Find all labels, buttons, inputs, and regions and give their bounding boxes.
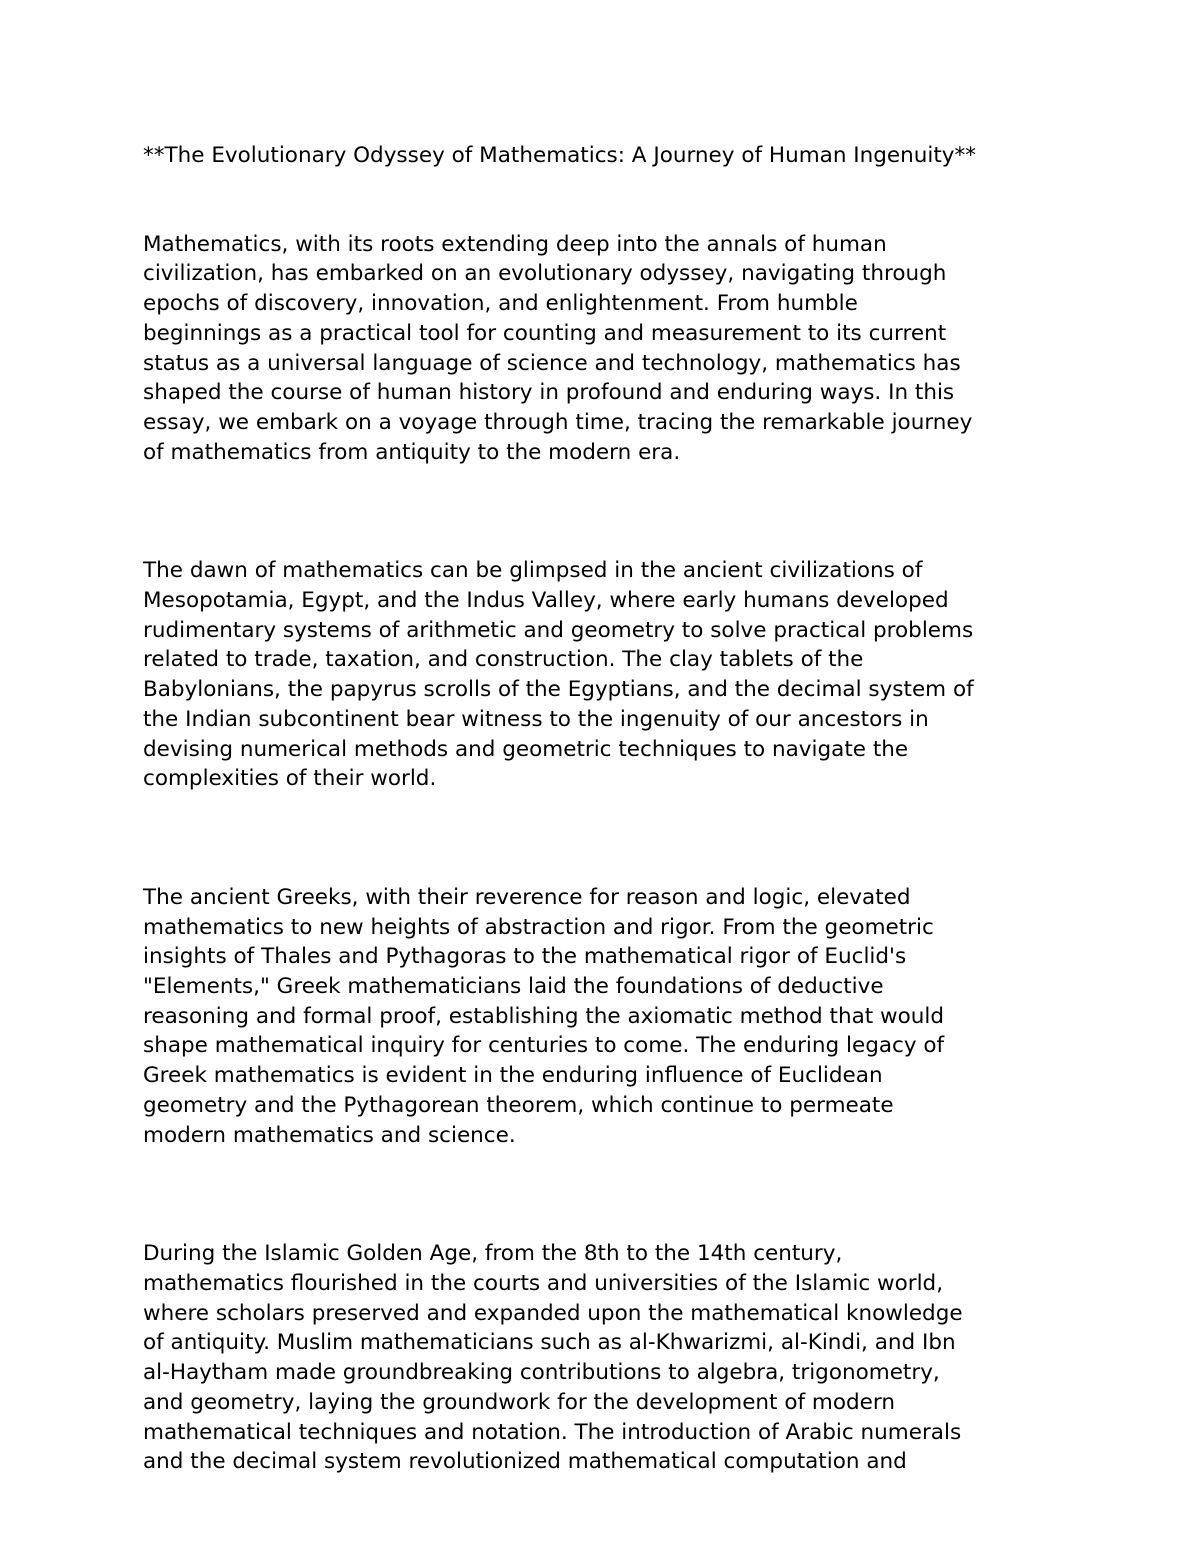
paragraph-line: Babylonians, the papyrus scrolls of the Egyptians, and the decimal system of xyxy=(143,677,974,703)
paragraph-line: mathematics flourished in the courts and universities of the Islamic world, xyxy=(143,1270,944,1296)
paragraph-line: reasoning and formal proof, establishing the axiomatic method that would xyxy=(143,1003,944,1029)
paragraph xyxy=(143,230,1073,468)
paragraph-line: rudimentary systems of arithmetic and geometry to solve practical problems xyxy=(143,617,974,643)
paragraph-line: shape mathematical inquiry for centuries to come. The enduring legacy of xyxy=(143,1033,945,1059)
paragraph-line: shaped the course of human history in profound and enduring ways. In this xyxy=(143,380,955,406)
paragraph-line: "Elements," Greek mathematicians laid the foundations of deductive xyxy=(143,974,884,1000)
paragraph-line: Greek mathematics is evident in the enduring influence of Euclidean xyxy=(143,1063,883,1089)
paragraph-line: devising numerical methods and geometric techniques to navigate the xyxy=(143,736,909,762)
document-body xyxy=(143,141,1073,1566)
paragraph-line: civilization, has embarked on an evolutionary odyssey, navigating through xyxy=(143,261,947,287)
paragraph-line: the Indian subcontinent bear witness to the ingenuity of our ancestors in xyxy=(143,706,929,732)
paragraph xyxy=(143,1239,1073,1477)
paragraph-line: During the Islamic Golden Age, from the 8th to the 14th century, xyxy=(143,1241,843,1267)
paragraph-line: and geometry, laying the groundwork for the development of modern xyxy=(143,1389,895,1415)
paragraph-list xyxy=(143,230,1073,1477)
paragraph-line: epochs of discovery, innovation, and enlightenment. From humble xyxy=(143,291,858,317)
paragraph xyxy=(143,883,1073,1150)
paragraph-line: where scholars preserved and expanded upon the mathematical knowledge xyxy=(143,1300,963,1326)
paragraph-line: mathematics to new heights of abstraction and rigor. From the geometric xyxy=(143,914,934,940)
paragraph xyxy=(143,556,1073,794)
paragraph-line: mathematical techniques and notation. The introduction of Arabic numerals xyxy=(143,1419,962,1445)
document-title: **The Evolutionary Odyssey of Mathematics: A Journey of Human Ingenuity** xyxy=(143,143,976,168)
paragraph-line: Mathematics, with its roots extending deep into the annals of human xyxy=(143,231,887,257)
paragraph-line: related to trade, taxation, and construction. The clay tablets of the xyxy=(143,647,864,673)
paragraph-line: essay, we embark on a voyage through time, tracing the remarkable journey xyxy=(143,409,973,435)
paragraph-line: insights of Thales and Pythagoras to the mathematical rigor of Euclid's xyxy=(143,944,907,970)
paragraph-line: status as a universal language of science and technology, mathematics has xyxy=(143,350,961,376)
paragraph-line: beginnings as a practical tool for counting and measurement to its current xyxy=(143,320,947,346)
paragraph-line: Mesopotamia, Egypt, and the Indus Valley, where early humans developed xyxy=(143,588,949,614)
paragraph-line: The ancient Greeks, with their reverence for reason and logic, elevated xyxy=(143,884,911,910)
paragraph-line: geometry and the Pythagorean theorem, which continue to permeate xyxy=(143,1092,894,1118)
paragraph-line: modern mathematics and science. xyxy=(143,1122,516,1148)
paragraph-line: complexities of their world. xyxy=(143,766,437,792)
paragraph-line: and the decimal system revolutionized mathematical computation and xyxy=(143,1449,907,1475)
paragraph-line: The dawn of mathematics can be glimpsed in the ancient civilizations of xyxy=(143,558,923,584)
paragraph-line: of mathematics from antiquity to the modern era. xyxy=(143,439,681,465)
paragraph-line: of antiquity. Muslim mathematicians such as al-Khwarizmi, al-Kindi, and Ibn xyxy=(143,1330,956,1356)
paragraph-line: al-Haytham made groundbreaking contributions to algebra, trigonometry, xyxy=(143,1360,940,1386)
